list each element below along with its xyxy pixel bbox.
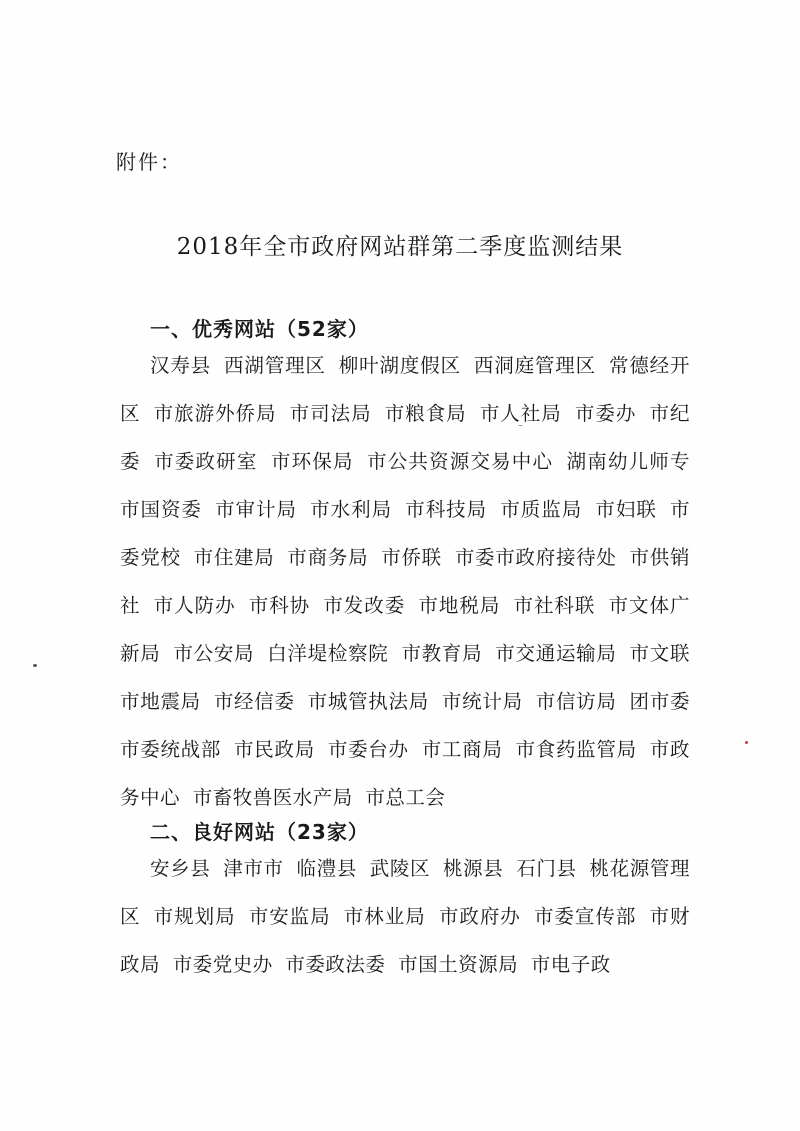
section-heading-excellent: 一、优秀网站（52家） — [150, 317, 369, 341]
section-body-good: 安乡县 津市市 临澧县 武陵区 桃源县 石门县 桃花源管理区 市规划局 市安监局 市林业局 市政府办 市委宣传部 市财政局 市委党史办 市委政法委 市国土资源局 市电子政 — [120, 857, 690, 976]
scan-speck — [745, 741, 748, 744]
section-heading-good: 二、良好网站（23家） — [150, 820, 369, 844]
scan-speck — [33, 664, 37, 667]
section-body-excellent: 汉寿县 西湖管理区 柳叶湖度假区 西洞庭管理区 常德经开区 市旅游外侨局 市司法局 市粮食局 市人社局 市委办 市纪委 市委政研室 市环保局 市公共资源交易中心 湖南幼儿师专 市国资委 市审计局 市水利局 市科技局 市质监局 市妇联 市委党校 市住建局 市商务局 市侨联 市委市政府接待处 市供销社 市人防办 市科协 市发改委 市地税局 市社科联 市文体广新局 市公安局 白洋堤检察院 市教育局 市交通运输局 市文联 市地震局 市经信委 市城管执法局 市统计局 市信访局 团市委 市委统战部 市民政局 市委台办 市工商局 市食药监管局 市政务中心 市畜牧兽医水产局 市总工会 — [120, 354, 690, 809]
attachment-label: 附件： — [116, 150, 182, 174]
scan-speck — [518, 425, 523, 426]
document-title: 2018年全市政府网站群第二季度监测结果 — [176, 234, 624, 260]
